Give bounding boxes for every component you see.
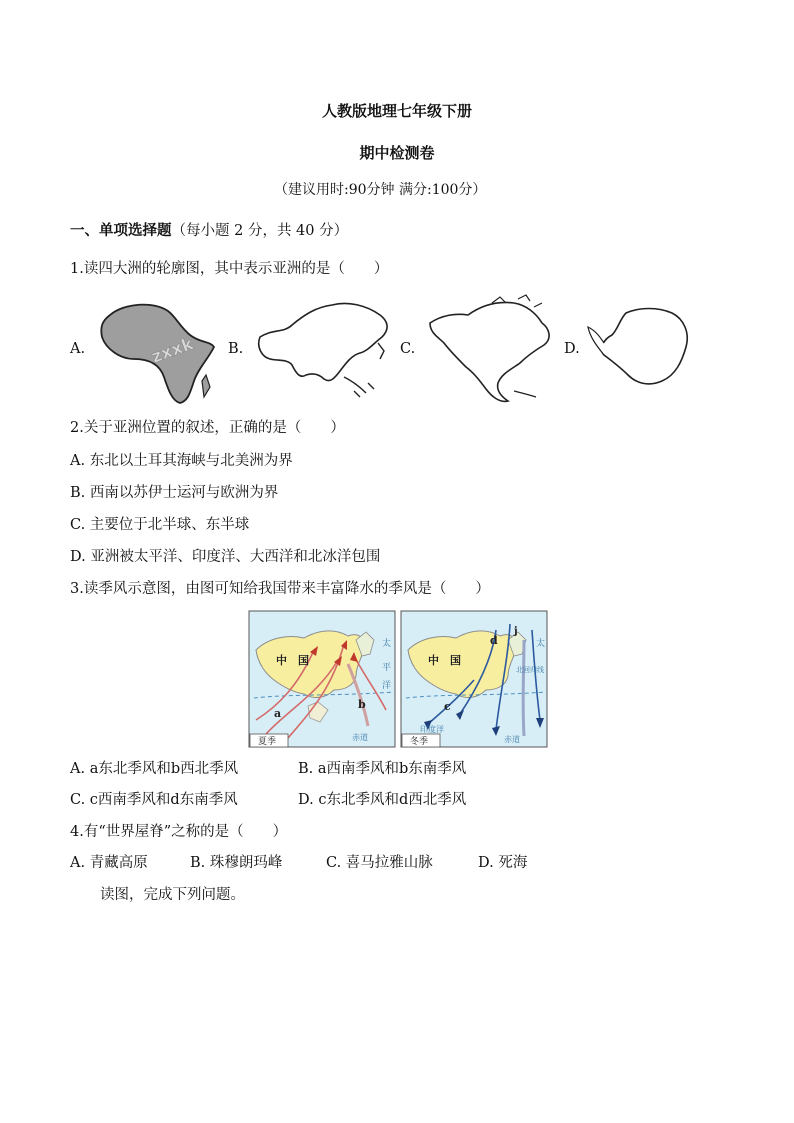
question-3-option-d: D. c东北季风和d西北季风	[298, 792, 467, 808]
winter-indian-label: 印度洋	[420, 725, 444, 734]
winter-equator-label: 赤道	[504, 735, 520, 744]
continent-options	[70, 293, 730, 411]
summer-ping-label: 平	[382, 663, 392, 673]
question-4-option-b: B. 珠穆朗玛峰	[190, 855, 283, 871]
page-subtitle: 期中检测卷	[359, 144, 435, 162]
summer-equator-label: 赤道	[352, 733, 368, 742]
question-2-option-c: C. 主要位于北半球、东半球	[70, 517, 250, 533]
question-2-stem: 2.关于亚洲位置的叙述，正确的是（ ）	[70, 420, 345, 436]
option-b-label: B.	[228, 341, 244, 357]
winter-panel	[401, 611, 547, 747]
summer-label-a: a	[274, 707, 282, 720]
summer-yang-label: 洋	[382, 681, 392, 691]
question-4-stem: 4.有“世界屋脊”之称的是（ ）	[70, 824, 288, 840]
option-a-label: A.	[70, 341, 86, 357]
question-4-option-d: D. 死海	[478, 855, 528, 871]
section-heading	[70, 221, 348, 241]
asia-map	[248, 293, 398, 405]
watermark-text: zxxk	[148, 334, 197, 368]
question-3-stem: 3.读季风示意图，由图可知给我国带来丰富降水的季风是（ ）	[70, 581, 490, 597]
winter-label-c: c	[444, 700, 451, 713]
africa-map	[94, 297, 224, 405]
winter-tropic-label: 北回归线	[516, 666, 544, 674]
instruction-text: 读图，完成下列问题。	[100, 887, 245, 903]
summer-panel	[249, 611, 395, 747]
winter-label-j: j	[514, 626, 518, 637]
section-note: （每小题 2 分，共 40 分）	[171, 223, 349, 239]
option-c-label: C.	[400, 341, 416, 357]
question-1-stem: 1.读四大洲的轮廓图，其中表示亚洲的是（ ）	[70, 261, 389, 277]
question-3-option-c: C. c西南季风和d东南季风	[70, 792, 238, 808]
summer-china-label: 中 国	[276, 654, 309, 667]
question-2-option-b: B. 西南以苏伊士运河与欧洲为界	[70, 485, 279, 501]
antarctica-map	[586, 299, 696, 399]
winter-china-label: 中 国	[428, 654, 461, 667]
option-d-label: D.	[564, 341, 580, 357]
north-america-map	[422, 293, 572, 409]
question-2-option-d: D. 亚洲被太平洋、印度洋、大西洋和北冰洋包围	[70, 549, 381, 565]
question-4-option-c: C. 喜马拉雅山脉	[326, 855, 433, 871]
question-3-option-b: B. a西南季风和b东南季风	[298, 761, 467, 777]
winter-caption: 冬季	[410, 737, 429, 747]
winter-label-d: d	[490, 634, 498, 647]
summer-pacific-label: 太	[382, 639, 392, 649]
monsoon-map-figure	[248, 610, 548, 748]
question-4-option-a: A. 青藏高原	[70, 855, 148, 871]
question-3-option-a: A. a东北季风和b西北季风	[70, 761, 239, 777]
section-title: 一、单项选择题	[70, 222, 172, 239]
question-2-option-a: A. 东北以土耳其海峡与北美洲为界	[70, 453, 293, 469]
summer-caption: 夏季	[258, 737, 277, 747]
page-title: 人教版地理七年级下册	[321, 102, 472, 120]
summer-label-b: b	[358, 698, 366, 711]
exam-meta: （建议用时:90分钟 满分:100分）	[274, 182, 487, 198]
winter-pacific-label: 太	[536, 639, 546, 649]
